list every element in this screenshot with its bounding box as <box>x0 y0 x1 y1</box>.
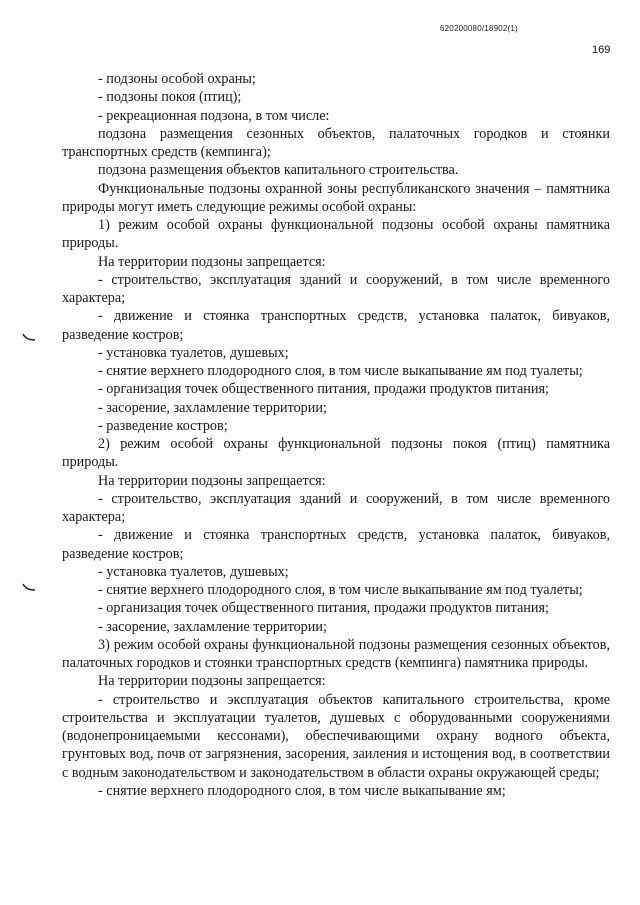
margin-tick-mark <box>22 583 36 592</box>
paragraph: - рекреационная подзона, в том числе: <box>98 107 330 124</box>
paragraph: 1) режим особой охраны функциональной подзоны особой охраны памятника природы. <box>62 217 610 252</box>
paragraph: Функциональные подзоны охранной зоны республиканского значения – памятника природы могут иметь следующие режимы особой охраны: <box>62 180 610 215</box>
paragraph: 3) режим особой охраны функциональной подзоны размещения сезонных объектов, палаточных городков и стоянки транспортных средств (кемпинга) памятника природы. <box>62 636 610 671</box>
paragraph: На территории подзоны запрещается: <box>98 472 326 489</box>
paragraph: - установка туалетов, душевых; <box>98 563 289 580</box>
document-body <box>62 70 610 800</box>
paragraph: 2) режим особой охраны функциональной подзоны покоя (птиц) памятника природы. <box>62 436 610 471</box>
paragraph: - разведение костров; <box>98 417 228 434</box>
paragraph: - строительство, эксплуатация зданий и сооружений, в том числе временного характера; <box>62 271 610 306</box>
paragraph: - подзоны покоя (птиц); <box>98 89 242 106</box>
paragraph: - строительство и эксплуатация объектов капитального строительства, кроме строительства и эксплуатации туалетов, душевых с оборудованными сооружениями (водонепроницаемыми кессонами), обеспечивающими охрану водного объекта, грунтовых вод, почв от загрязнения, засорения, заиления и истощения вод, в соответствии с водным законодательством и законодательством в области охраны окружающей среды; <box>62 691 610 781</box>
paragraph: На территории подзоны запрещается: <box>98 253 326 270</box>
paragraph: - снятие верхнего плодородного слоя, в том числе выкапывание ям под туалеты; <box>98 363 583 379</box>
paragraph: - организация точек общественного питания, продажи продуктов питания; <box>98 381 549 398</box>
paragraph: - засорение, захламление территории; <box>98 399 327 416</box>
paragraph: - организация точек общественного питания, продажи продуктов питания; <box>98 600 549 617</box>
paragraph: - установка туалетов, душевых; <box>98 344 289 361</box>
paragraph: На территории подзоны запрещается: <box>98 673 326 690</box>
paragraph: - движение и стоянка транспортных средств, установка палаток, бивуаков, разведение костров; <box>62 527 610 562</box>
paragraph: подзона размещения сезонных объектов, палаточных городков и стоянки транспортных средств (кемпинга); <box>62 125 610 160</box>
paragraph: - снятие верхнего плодородного слоя, в том числе выкапывание ям под туалеты; <box>98 582 583 598</box>
paragraph: - строительство, эксплуатация зданий и сооружений, в том числе временного характера; <box>62 490 610 525</box>
paragraph: - засорение, захламление территории; <box>98 618 327 635</box>
document-id: 620200080/18902(1) <box>440 24 518 33</box>
paragraph: - снятие верхнего плодородного слоя, в том числе выкапывание ям; <box>98 782 506 799</box>
page-number: 169 <box>592 44 611 56</box>
paragraph: - движение и стоянка транспортных средств, установка палаток, бивуаков, разведение костров; <box>62 308 610 343</box>
paragraph: подзона размещения объектов капитального строительства. <box>98 162 459 179</box>
margin-tick-mark <box>22 333 36 342</box>
paragraph: - подзоны особой охраны; <box>98 71 256 87</box>
